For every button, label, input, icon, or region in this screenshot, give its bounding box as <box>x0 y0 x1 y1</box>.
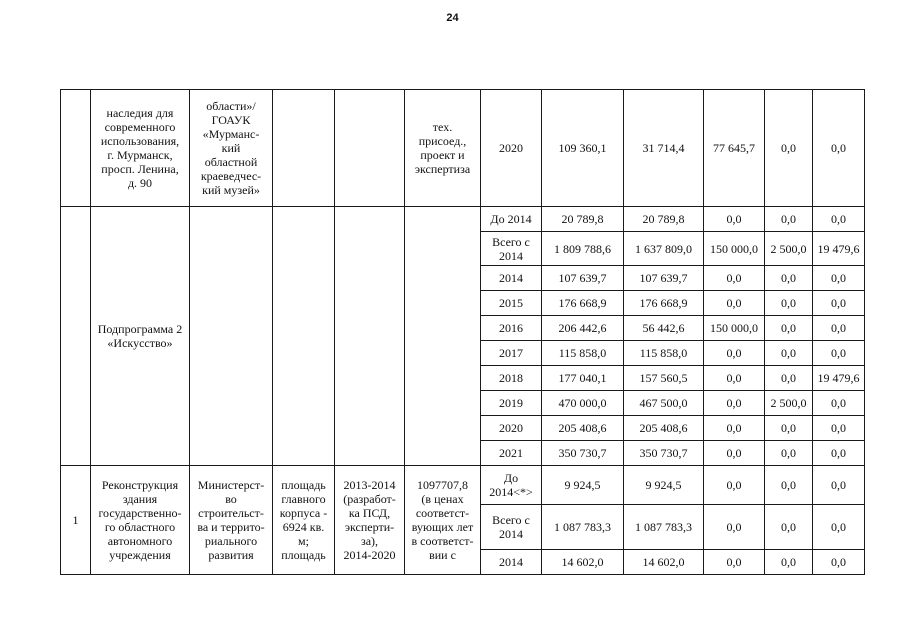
year-cell: 2014 <box>481 266 542 291</box>
local-budget-cell: 0,0 <box>765 441 813 466</box>
federal-budget-cell: 0,0 <box>704 505 765 550</box>
regional-budget-cell: 14 602,0 <box>624 550 704 575</box>
customer-cell: области»/ ГОАУК «Мурманс- кий областной краеведчес- кий музей» <box>190 90 273 207</box>
regional-budget-cell: 31 714,4 <box>624 90 704 207</box>
federal-budget-cell: 150 000,0 <box>704 232 765 266</box>
federal-budget-cell: 0,0 <box>704 341 765 366</box>
federal-budget-cell: 0,0 <box>704 366 765 391</box>
local-budget-cell: 0,0 <box>765 416 813 441</box>
year-cell: 2016 <box>481 316 542 341</box>
regional-budget-cell: 176 668,9 <box>624 291 704 316</box>
cost-cell <box>405 207 481 466</box>
total-cell: 115 858,0 <box>542 341 624 366</box>
federal-budget-cell: 0,0 <box>704 391 765 416</box>
local-budget-cell: 0,0 <box>765 291 813 316</box>
total-cell: 206 442,6 <box>542 316 624 341</box>
other-sources-cell: 0,0 <box>813 505 865 550</box>
year-cell: 2021 <box>481 441 542 466</box>
total-cell: 107 639,7 <box>542 266 624 291</box>
table-row <box>61 90 865 207</box>
total-cell: 1 809 788,6 <box>542 232 624 266</box>
period-cell <box>335 207 405 466</box>
total-cell: 9 924,5 <box>542 466 624 505</box>
regional-budget-cell: 1 637 809,0 <box>624 232 704 266</box>
total-cell: 177 040,1 <box>542 366 624 391</box>
period-cell: 2013-2014 (разработ- ка ПСД, эксперти- за), 2014-2020 <box>335 466 405 575</box>
other-sources-cell: 19 479,6 <box>813 366 865 391</box>
total-cell: 350 730,7 <box>542 441 624 466</box>
other-sources-cell: 0,0 <box>813 341 865 366</box>
local-budget-cell: 0,0 <box>765 207 813 232</box>
regional-budget-cell: 467 500,0 <box>624 391 704 416</box>
other-sources-cell: 0,0 <box>813 266 865 291</box>
federal-budget-cell: 0,0 <box>704 266 765 291</box>
local-budget-cell: 0,0 <box>765 266 813 291</box>
local-budget-cell: 0,0 <box>765 466 813 505</box>
year-cell: Всего с 2014 <box>481 505 542 550</box>
year-cell: 2019 <box>481 391 542 416</box>
total-cell: 14 602,0 <box>542 550 624 575</box>
local-budget-cell: 2 500,0 <box>765 232 813 266</box>
regional-budget-cell: 107 639,7 <box>624 266 704 291</box>
federal-budget-cell: 0,0 <box>704 207 765 232</box>
federal-budget-cell: 77 645,7 <box>704 90 765 207</box>
federal-budget-cell: 0,0 <box>704 416 765 441</box>
capacity-cell: площадь главного корпуса - 6924 кв. м; площадь <box>273 466 335 575</box>
other-sources-cell: 0,0 <box>813 416 865 441</box>
other-sources-cell: 0,0 <box>813 90 865 207</box>
local-budget-cell: 0,0 <box>765 550 813 575</box>
year-cell: До 2014<*> <box>481 466 542 505</box>
local-budget-cell: 0,0 <box>765 366 813 391</box>
index-cell <box>61 90 91 207</box>
year-cell: 2014 <box>481 550 542 575</box>
local-budget-cell: 2 500,0 <box>765 391 813 416</box>
other-sources-cell: 0,0 <box>813 550 865 575</box>
total-cell: 109 360,1 <box>542 90 624 207</box>
year-cell: 2018 <box>481 366 542 391</box>
other-sources-cell: 0,0 <box>813 466 865 505</box>
customer-cell: Министерст- во строительст- ва и террито- риального развития <box>190 466 273 575</box>
capacity-cell <box>273 207 335 466</box>
total-cell: 470 000,0 <box>542 391 624 416</box>
page-number: 24 <box>446 12 459 24</box>
other-sources-cell: 0,0 <box>813 441 865 466</box>
federal-budget-cell: 0,0 <box>704 466 765 505</box>
other-sources-cell: 0,0 <box>813 291 865 316</box>
other-sources-cell: 19 479,6 <box>813 232 865 266</box>
regional-budget-cell: 56 442,6 <box>624 316 704 341</box>
year-cell: До 2014 <box>481 207 542 232</box>
year-cell: 2020 <box>481 416 542 441</box>
federal-budget-cell: 0,0 <box>704 550 765 575</box>
table-body <box>61 90 865 575</box>
period-cell <box>335 90 405 207</box>
total-cell: 205 408,6 <box>542 416 624 441</box>
stage-cell: тех. присоед., проект и экспертиза <box>405 90 481 207</box>
total-cell: 20 789,8 <box>542 207 624 232</box>
year-cell: Всего с 2014 <box>481 232 542 266</box>
customer-cell <box>190 207 273 466</box>
year-cell: 2020 <box>481 90 542 207</box>
table-row <box>61 466 865 505</box>
local-budget-cell: 0,0 <box>765 316 813 341</box>
regional-budget-cell: 9 924,5 <box>624 466 704 505</box>
subprogram-name-cell: Подпрограмма 2 «Искусство» <box>91 207 190 466</box>
total-cell: 176 668,9 <box>542 291 624 316</box>
local-budget-cell: 0,0 <box>765 505 813 550</box>
index-cell <box>61 207 91 466</box>
capacity-cell <box>273 90 335 207</box>
cost-cell: 1097707,8 (в ценах соответст- вующих лет в соответст- вии с <box>405 466 481 575</box>
object-name-cell: Реконструкция здания государственно- го областного автономного учреждения <box>91 466 190 575</box>
total-cell: 1 087 783,3 <box>542 505 624 550</box>
other-sources-cell: 0,0 <box>813 207 865 232</box>
local-budget-cell: 0,0 <box>765 90 813 207</box>
regional-budget-cell: 350 730,7 <box>624 441 704 466</box>
object-name-cell: наследия для современного использования, г. Мурманск, просп. Ленина, д. 90 <box>91 90 190 207</box>
regional-budget-cell: 157 560,5 <box>624 366 704 391</box>
federal-budget-cell: 0,0 <box>704 291 765 316</box>
regional-budget-cell: 205 408,6 <box>624 416 704 441</box>
federal-budget-cell: 150 000,0 <box>704 316 765 341</box>
index-cell: 1 <box>61 466 91 575</box>
year-cell: 2015 <box>481 291 542 316</box>
other-sources-cell: 0,0 <box>813 391 865 416</box>
other-sources-cell: 0,0 <box>813 316 865 341</box>
local-budget-cell: 0,0 <box>765 341 813 366</box>
regional-budget-cell: 115 858,0 <box>624 341 704 366</box>
regional-budget-cell: 1 087 783,3 <box>624 505 704 550</box>
table-row <box>61 207 865 232</box>
federal-budget-cell: 0,0 <box>704 441 765 466</box>
year-cell: 2017 <box>481 341 542 366</box>
financing-table <box>60 89 865 575</box>
regional-budget-cell: 20 789,8 <box>624 207 704 232</box>
